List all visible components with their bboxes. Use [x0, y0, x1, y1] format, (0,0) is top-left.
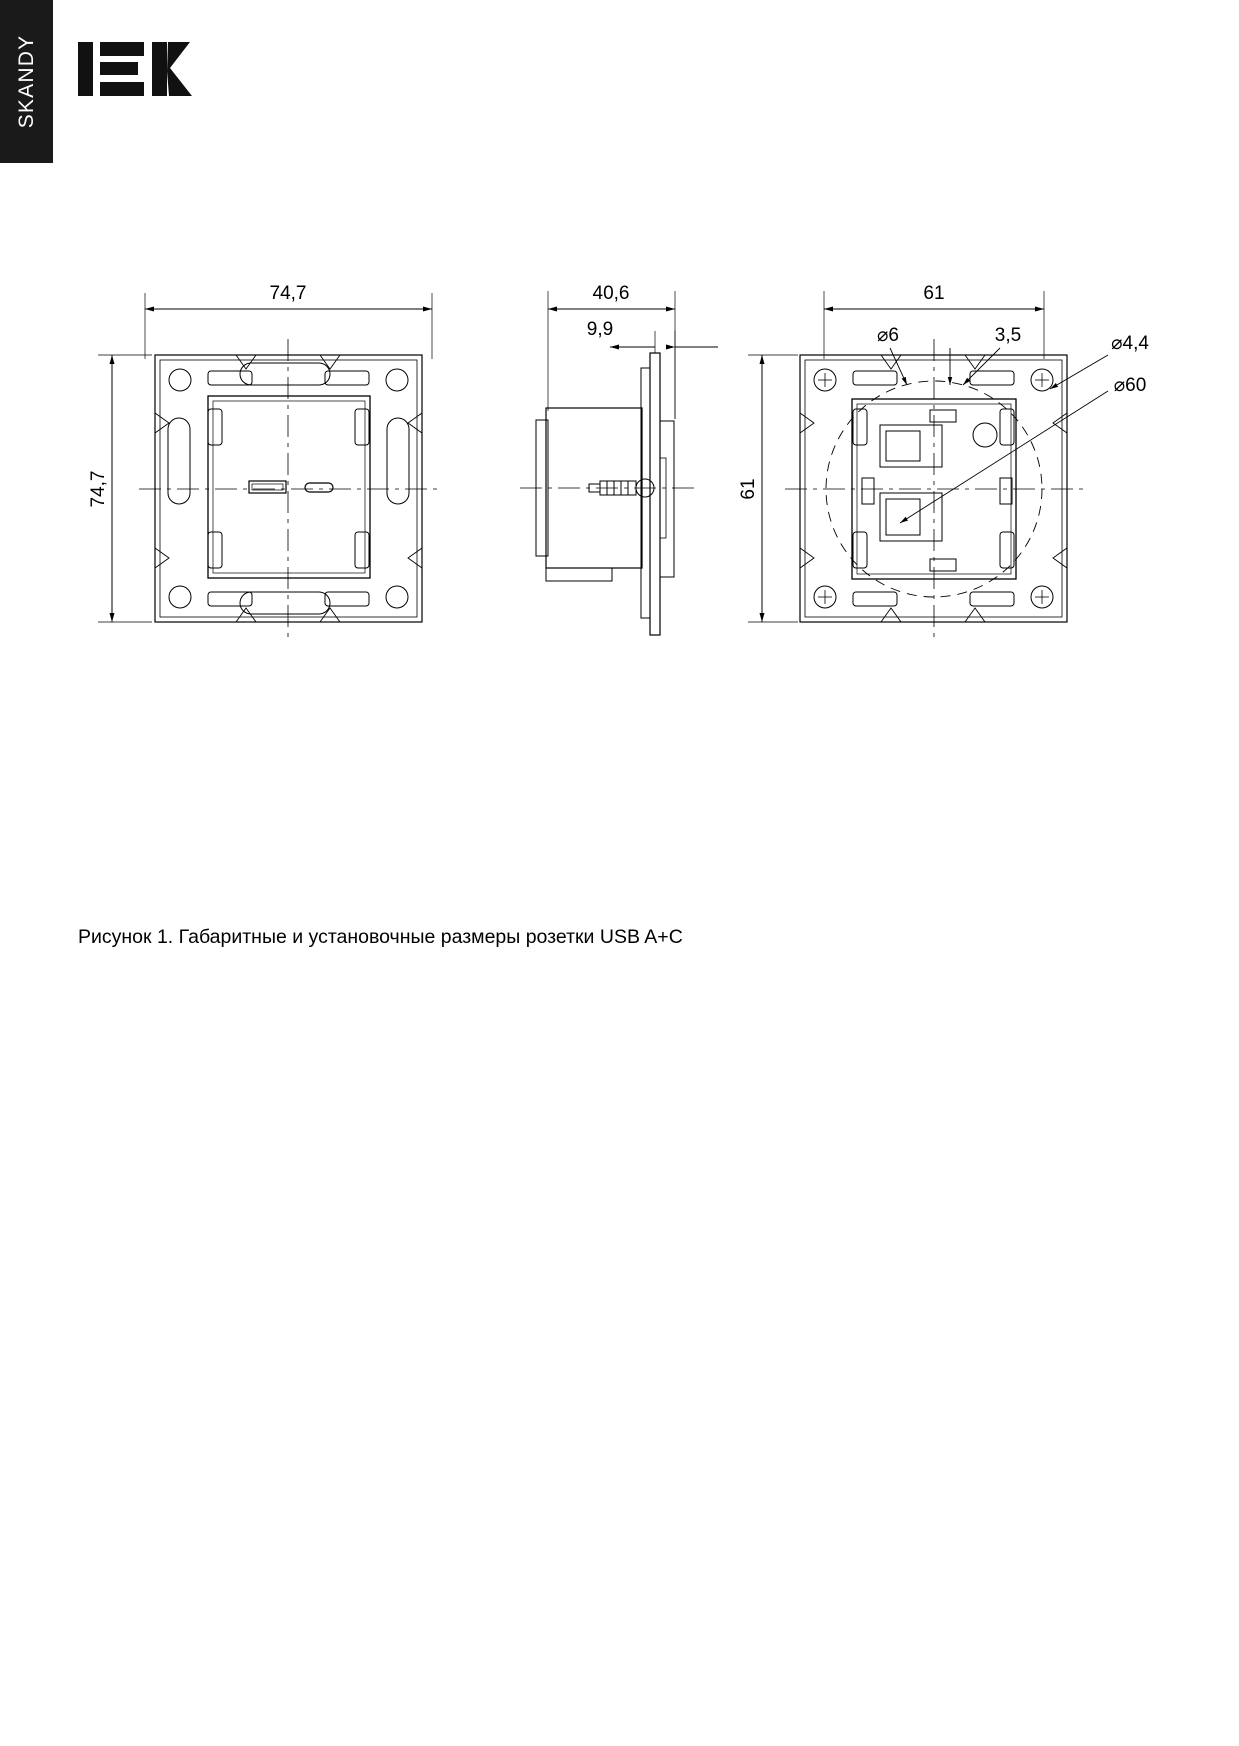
- dimension-gap-3-5: 3,5: [994, 325, 1022, 346]
- technical-drawing: [0, 163, 1239, 803]
- dimension-front-height: 74,7: [88, 470, 109, 508]
- dimension-side-depth: 40,6: [592, 283, 630, 304]
- dimension-side-front-depth: 9,9: [586, 319, 614, 340]
- dimension-front-width: 74,7: [269, 283, 307, 304]
- dimension-rear-height: 61: [738, 478, 759, 500]
- dimension-hole-d44: ⌀4,4: [1111, 333, 1149, 354]
- dimension-hole-d60: ⌀60: [1113, 375, 1147, 396]
- front-view: [98, 293, 440, 641]
- brand-name-skandy: SKANDY: [14, 34, 38, 129]
- side-view: [520, 291, 718, 635]
- dimension-rear-width: 61: [923, 283, 945, 304]
- brand-side-block: [0, 0, 53, 163]
- iek-logo: [78, 38, 198, 100]
- rear-view: [748, 291, 1108, 641]
- page-header: [0, 0, 1239, 163]
- dimension-hole-d6: ⌀6: [876, 325, 900, 346]
- figure-caption: Рисунок 1. Габаритные и установочные размеры розетки USB A+C: [78, 926, 683, 948]
